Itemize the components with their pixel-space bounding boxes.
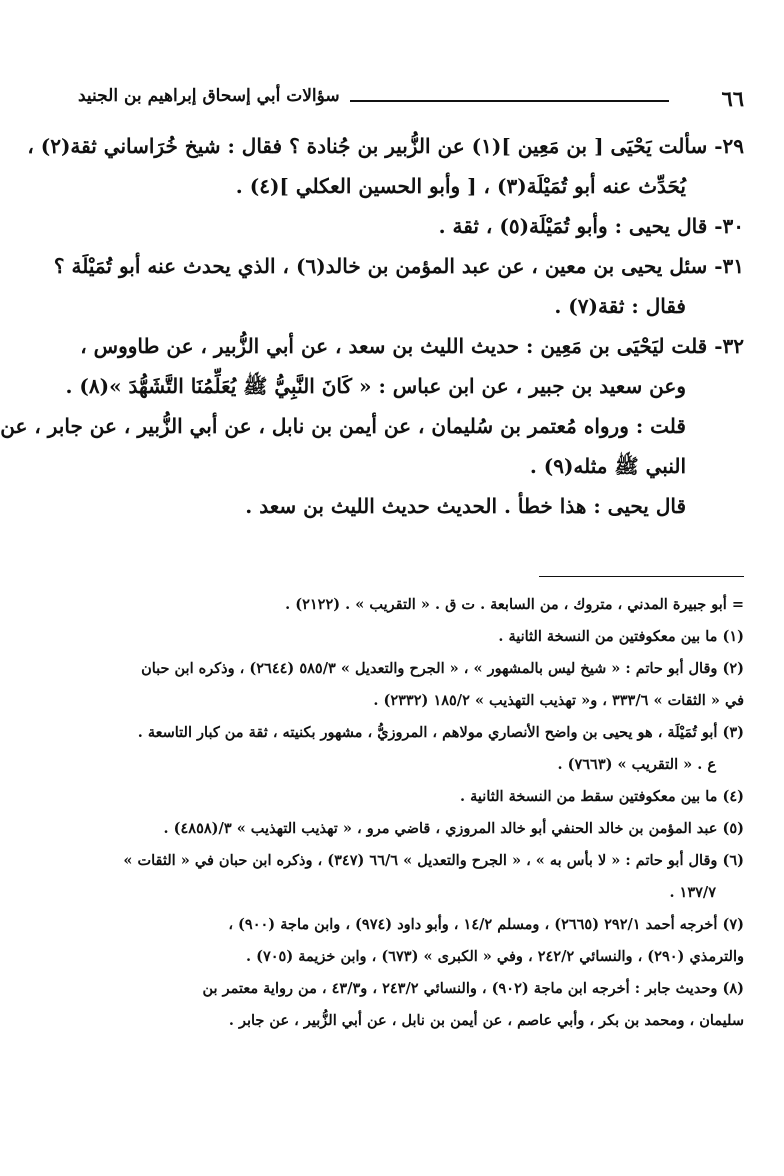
main-text (0, 126, 744, 526)
footnote-line: = أبو جبيرة المدني ، متروك ، من السابعة . ت ق . « التقريب » . (٢١٢٢) . (285, 596, 744, 613)
book-page (0, 78, 744, 1037)
footnote-line: (٧) أخرجه أحمد ٢٩٢/١ (٢٦٦٥) ، ومسلم ١٤/٢ ، وأبو داود (٩٧٤) ، وابن ماجة (٩٠٠) ، (228, 916, 744, 933)
footnote-line: (١) ما بين معكوفتين من النسخة الثانية . (498, 628, 744, 645)
text-line: فقال : ثقة(٧) . (554, 294, 686, 318)
footnote-line: (٨) وحديث جابر : أخرجه ابن ماجة (٩٠٢) ، والنسائي ٢٤٣/٢ ، و٤٣/٣ ، من رواية معتمر بن (202, 980, 744, 997)
text-line: قال يحيى : هذا خطأ . الحديث حديث الليث بن سعد . (245, 494, 686, 518)
footnote-line: (٣) أبو تُمَيْلَة ، هو يحيى بن واضح الأنصاري مولاهم ، المروزيُّ ، مشهور بكنيته ، ثقة من كبار التاسعة . (137, 724, 744, 741)
footnote-separator (539, 576, 744, 577)
footnote-line: (٥) عبد المؤمن بن خالد الحنفي أبو خالد المروزي ، قاضي مرو ، « تهذيب التهذيب » ٣/(٤٨٥٨) . (163, 820, 744, 837)
text-line: قلت : ورواه مُعتمر بن سُليمان ، عن أيمن بن نابل ، عن أبي الزُّبير ، عن جابر ، عن (0, 414, 686, 438)
text-line: يُحَدِّث عنه أبو تُمَيْلَة(٣) ، [ وأبو الحسين العكلي ](٤) . (235, 174, 686, 198)
running-title: سؤالات أبي إسحاق إبراهيم بن الجنيد (78, 86, 340, 106)
footnote-line: في « الثقات » ٣٣٣/٦ ، و« تهذيب التهذيب » ١٨٥/٢ (٢٣٣٢) . (373, 692, 744, 709)
entry-32 (0, 326, 744, 526)
text-line: وعن سعيد بن جبير ، عن ابن عباس : « كَانَ النَّبِيُّ ﷺ يُعَلِّمُنَا التَّشَهُّدَ »(٨) . (65, 374, 686, 398)
running-header (78, 78, 744, 118)
footnote-line: ١٣٧/٧ . (669, 884, 716, 901)
entry-31 (53, 246, 744, 326)
text-line: ٣٠- قال يحيى : وأبو تُمَيْلَة(٥) ، ثقة . (438, 214, 744, 238)
entry-30 (78, 206, 744, 246)
page-number: ٦٦ (721, 85, 744, 111)
footnote-line: (٢) وقال أبو حاتم : « شيخ ليس بالمشهور » ، « الجرح والتعديل » ٥٨٥/٣ (٢٦٤٤) ، وذكره ابن حبان (141, 660, 744, 677)
footnotes (78, 589, 744, 1037)
entry-29 (27, 126, 744, 206)
footnote-line: ع . « التقريب » (٧٦٦٣) . (557, 756, 716, 773)
text-line: ٣٢- قلت ليَحْيَى بن مَعِين : حديث الليث بن سعد ، عن أبي الزُّبير ، عن طاووس ، (80, 334, 744, 358)
footnote-line: والترمذي (٢٩٠) ، والنسائي ٢٤٢/٢ ، وفي « الكبرى » (٦٧٣) ، وابن خزيمة (٧٠٥) . (245, 948, 744, 965)
text-line: ٣١- سئل يحيى بن معين ، عن عبد المؤمن بن خالد(٦) ، الذي يحدث عنه أبو تُمَيْلَة ؟ (53, 254, 744, 278)
text-line: ٢٩- سألت يَحْيَى [ بن مَعِين ](١) عن الزُّبير بن جُنادة ؟ فقال : شيخ خُرَاساني ثقة(٢) ، (27, 134, 744, 158)
header-rule (350, 100, 669, 102)
footnote-line: (٦) وقال أبو حاتم : « لا بأس به » ، « الجرح والتعديل » ٦٦/٦ (٣٤٧) ، وذكره ابن حبان في « الثقات » (123, 852, 744, 869)
footnote-line: سليمان ، ومحمد بن بكر ، وأبي عاصم ، عن أيمن بن نابل ، عن أبي الزُّبير ، عن جابر . (228, 1012, 744, 1029)
text-line: النبي ﷺ مثله(٩) . (529, 454, 686, 478)
footnote-line: (٤) ما بين معكوفتين سقط من النسخة الثانية . (460, 788, 744, 805)
